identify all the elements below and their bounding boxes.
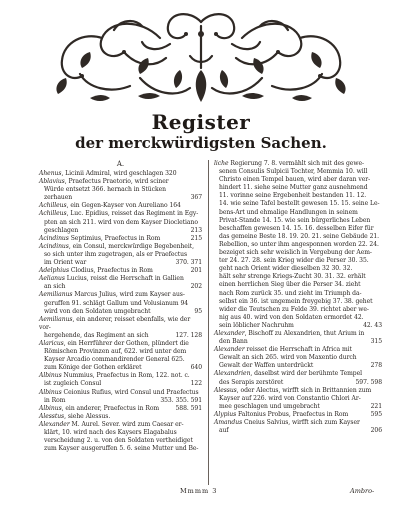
entry-line: selbst ein 36. ist ungemein freygebig 37. 38. gehet — [219, 297, 373, 305]
page-reference: 122 — [190, 380, 202, 388]
entry-line: Aelianus Lucius, reisst die Herrschaft in Gallien — [39, 275, 184, 283]
page-reference: 595 — [370, 410, 382, 418]
entry-line: im Orient war — [44, 259, 87, 267]
entry-line: hergehende, das Regiment an sich — [44, 331, 149, 339]
entry-line: Alesstus, siehe Alessus. — [39, 412, 111, 420]
page-reference: 42. 43 — [363, 321, 382, 329]
entry-line: Römischen Provinzen auf, 622. wird unter dem — [44, 348, 187, 356]
entry-line: des Serapis zerstöret — [219, 378, 284, 386]
entry-line: zum Kayser ausgeruffen 5. 6. seine Mutter und Be- — [44, 445, 199, 453]
register-subtitle: der merckwürdigsten Sachen. — [75, 134, 327, 152]
index-entry — [39, 275, 202, 291]
entry-line: Alaricus, ein Herrführer der Gothen, plündert die — [39, 339, 189, 347]
index-entry — [39, 405, 202, 413]
index-entry — [39, 316, 202, 340]
index-column-right — [214, 160, 382, 435]
entry-line: hindert 11. siehe seine Mutter ganz ausnehmend — [219, 184, 368, 192]
entry-line: auf — [219, 427, 229, 435]
page-reference: 640 — [190, 364, 202, 372]
entry-line: ter 24. 27. 28. sein Krieg wider die Perser 30. 35. — [219, 257, 369, 265]
index-entry — [39, 235, 202, 243]
index-entry — [214, 411, 382, 419]
entry-line: nach Rom zurück 35. und zieht im Triumph da- — [219, 289, 362, 297]
index-entry — [39, 202, 202, 210]
entry-line: sein löblicher Nachruhm — [219, 321, 294, 329]
entry-line: bens-Art und ehmalige Handlungen in seinem — [219, 208, 358, 216]
entry-line: 11. vorinne seine Ergebenheit bestanden 11. 12. — [219, 192, 367, 200]
column-divider — [208, 160, 209, 485]
index-entry — [39, 210, 202, 234]
page-reference: 95 — [194, 307, 202, 315]
entry-line: Alessus, oder Alectus, wirfft sich in Brittannien zum — [214, 386, 372, 394]
entry-line: Rebellion, so unter ihm angesponnen worden 22. 24. — [219, 240, 379, 248]
entry-line: Albinus Nummius, Praefectus in Rom, 122. not. c. — [39, 372, 190, 380]
entry-line: Alexander, Bischoff zu Alexandrien, thut Arium in — [214, 329, 365, 337]
entry-line: hält sehr strenge Kriegs-Zucht 30. 31. 32. erhält — [219, 273, 366, 281]
index-column-left — [39, 160, 202, 453]
page-reference: 213 — [190, 226, 202, 234]
entry-line: den Bann — [219, 338, 248, 346]
entry-line: Ablavius, Praefectus Praetorio, wird sciner — [39, 178, 169, 186]
index-entry — [39, 243, 202, 267]
entry-line: das gemeine Beste 18. 19. 20. 21. seine Gebäude 21. — [219, 232, 380, 240]
entry-line: zerhauen — [44, 194, 73, 202]
page-reference: 597. 598 — [355, 378, 382, 386]
entry-line: beschaffen gewesen 14. 15. 16. desselben Eifer für — [219, 224, 374, 232]
entry-line: Acindinus, ein Consul, merckwürdige Begebenheit, — [39, 242, 194, 250]
page-reference: 221 — [370, 402, 382, 410]
page-reference: 206 — [370, 427, 382, 435]
index-entry — [39, 291, 202, 315]
catchword: Ambro- — [350, 487, 375, 495]
page-reference: 315 — [370, 338, 382, 346]
entry-line: Alexandrien, daselbst wird der berühmte Tempel — [214, 370, 363, 378]
index-entry — [39, 170, 202, 178]
entry-line: nig aus 40. wird von den Soldaten ermordet 42. — [219, 313, 364, 321]
entry-line: Würde entsetzt 366. hernach in Stücken — [44, 186, 166, 194]
register-title: Register — [151, 110, 251, 134]
entry-line: wird von den Soldaten umgebracht — [44, 307, 151, 315]
entry-line: Christo einen Tempel bauen, wird aber daran ver- — [219, 176, 371, 184]
entry-line: an sich — [44, 283, 66, 291]
entry-line: einen herrlichen Sieg über die Perser 34. zieht — [219, 281, 361, 289]
entry-line: in Rom — [44, 396, 66, 404]
entry-line: verscheidung 2. u. von den Soldaten vertheidiget — [44, 437, 193, 445]
entry-line: Kayser Arcadio commandirender General 625. — [44, 356, 185, 364]
index-entry — [214, 346, 382, 370]
page-reference: 370. 371 — [175, 259, 202, 267]
entry-line: Privat-Stande 14. 15. wie sein bürgerliches Leben — [219, 216, 371, 224]
index-entry — [39, 267, 202, 275]
entry-line: pten an sich 211. wird von dem Kayser Diocletiano — [44, 218, 198, 226]
entry-line: Achilleus, ein Gegen-Kayser von Aureliano 164 — [39, 202, 181, 210]
entry-line: ist zugleich Consul — [44, 380, 102, 388]
index-entry — [39, 178, 202, 202]
entry-line: Achilleus, Luc. Epidius, reisset das Regiment in Egy- — [39, 210, 199, 218]
index-entry — [39, 372, 202, 388]
entry-line: wider die Teutschen zu Felde 39. richtet aber we- — [219, 305, 369, 313]
entry-line: Gewalt an sich 265. wird von Maxentio durch — [219, 354, 357, 362]
entry-line: Ahenus, Licinii Admiral, wird geschlagen 320 — [39, 170, 177, 177]
entry-line: Alexander reisset die Herrschaft in Africa mit — [214, 346, 352, 354]
entry-line: Albinus, ein anderer, Praefectus in Rom — [39, 404, 160, 412]
page-reference: 215 — [190, 234, 202, 242]
index-entry — [214, 330, 382, 346]
index-entry — [39, 421, 202, 453]
index-entry — [39, 413, 202, 421]
entry-line: liche Regierung 7. 8. vermählt sich mit des gewe- — [214, 160, 364, 167]
entry-line: geschlagen — [44, 226, 79, 234]
index-entry — [214, 160, 382, 330]
entry-line: 14. wie seine Tafel bestellt gewesen 15. 15. seine Le- — [219, 200, 380, 208]
entry-line: geruffen 91. schlägt Gallum und Volusianum 94 — [44, 299, 189, 307]
page-reference: 278 — [370, 362, 382, 370]
entry-line: Aemilianus, ein anderer, reisset ebenfalls, wie der vor- — [39, 315, 191, 331]
page-reference: 353. 355. 591 — [160, 396, 202, 404]
index-entry — [214, 370, 382, 386]
page-reference: 127. 128 — [175, 331, 202, 339]
entry-line: Albinus Ceionius Rufius, wird Consul und Praefectus — [39, 388, 199, 396]
entry-line: so sich unter ihm zugetragen, als er Praefectus — [44, 250, 188, 258]
entry-line: Alexander M. Aurel. Sever. wird zum Caesar er- — [39, 420, 184, 428]
index-entry — [214, 419, 382, 435]
entry-line: Gewalt der Waffen unterdrückt — [219, 362, 314, 370]
page-reference: 367 — [190, 194, 202, 202]
entry-line: bezeiget sich sehr weislich in Vergebung der Aem- — [219, 249, 372, 257]
entry-line: Adelphius Clodius, Praefectus in Rom — [39, 267, 153, 275]
entry-line: Alypius Faltonius Probus, Praefectus in Rom — [214, 410, 349, 418]
index-entry — [39, 340, 202, 372]
entry-line: mee geschlagen und umgebracht — [219, 402, 320, 410]
page-reference: 201 — [190, 267, 202, 275]
entry-line: klärt, 10. wird nach des Kaysers Elagabalus — [44, 429, 177, 436]
entry-line: geht nach Orient wider dieselben 32 30. 32. — [219, 265, 353, 273]
index-entry — [214, 387, 382, 411]
page-reference: 588. 591 — [175, 404, 202, 412]
entry-line: Aemilianus Marcus Julius, wird zum Kayser aus- — [39, 291, 185, 299]
signature-mark: Mmmm 3 — [180, 487, 218, 495]
entry-line: Kayser auf 226. wird von Constantio Chlori Ar- — [219, 394, 361, 402]
decorative-headpiece — [40, 8, 362, 108]
entry-line: Acindinus Septimius, Praefectus in Rom — [39, 234, 161, 242]
section-letter: A. — [116, 160, 125, 168]
entry-line: senen Consulis Sulpicii Tochter, Memmia 10. will — [219, 168, 368, 176]
page-reference: 202 — [190, 283, 202, 291]
entry-line: Amandus Cneius Salvius, wirfft sich zum Kayser — [214, 419, 360, 426]
index-entry — [39, 389, 202, 405]
entry-line: zum Könige der Gothen erkläret — [44, 364, 142, 372]
